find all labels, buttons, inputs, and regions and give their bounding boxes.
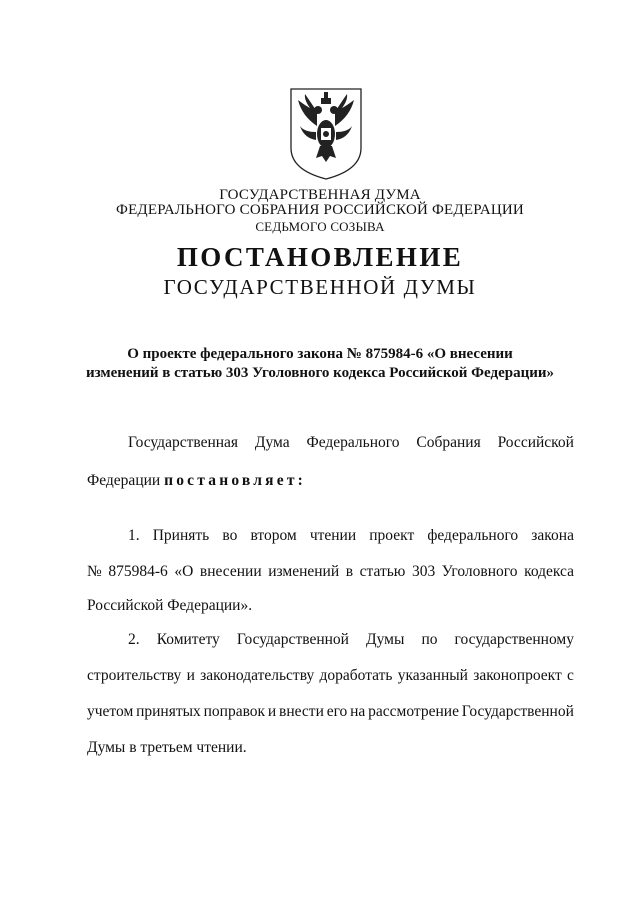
header-line-1: ГОСУДАРСТВЕННАЯ ДУМА [219,187,421,203]
item2-word: и [267,703,277,720]
item2-word: внести [279,703,324,720]
item2-word: по [421,631,438,648]
item1-word: внесении [199,563,262,580]
item1-line-2 [87,563,574,581]
preamble-line-1 [128,434,574,452]
document-title: ПОСТАНОВЛЕНИЕ [176,242,464,272]
item1-word: закона [531,527,574,544]
preamble-word: Российской [497,434,574,451]
item2-word: рассмотрение [368,703,459,720]
preamble-word: Дума [254,434,290,451]
item2-line-2 [87,667,574,685]
item2-word: Государственной [461,703,574,720]
item2-line-1 [128,631,574,649]
item1-word: 303 [411,563,436,580]
item1-word: кодекса [524,563,574,580]
item1-word: изменений [268,563,340,580]
item2-word: учетом [87,703,134,720]
subject-line-1: О проекте федерального закона № 875984-6 «О внесении [127,346,513,362]
item2-word: Государственной [236,631,349,648]
item1-word: Уголовного [441,563,518,580]
state-emblem-icon [288,86,364,182]
item2-word: законодательству [200,667,315,684]
item1-line-1 [128,527,574,545]
item2-line-4: Думы в третьем чтении. [87,739,247,756]
preamble-word: Федерального [306,434,400,451]
item1-word: 875984-6 [108,563,168,580]
document-subtitle: ГОСУДАРСТВЕННОЙ ДУМЫ [163,275,477,299]
preamble-word: Собрания [416,434,481,451]
item2-word: Комитету [156,631,220,648]
item1-word: статью [359,563,406,580]
item2-word: и [186,667,195,684]
item1-word: чтении [309,527,357,544]
item1-word: Принять [152,527,210,544]
item2-word: государственному [454,631,574,648]
item2-word: на [350,703,366,720]
header-line-2: ФЕДЕРАЛЬНОГО СОБРАНИЯ РОССИЙСКОЙ ФЕДЕРАЦИИ [116,202,524,218]
item1-word: федерального [427,527,519,544]
item1-word: проект [369,527,415,544]
item2-word: доработать [319,667,393,684]
preamble-line-2 [87,472,306,490]
item1-word: «О [174,563,194,580]
item2-word: Думы [366,631,405,648]
item2-word: принятых [136,703,201,720]
header-line-3: СЕДЬМОГО СОЗЫВА [255,219,385,234]
item2-word: его [326,703,348,720]
decides-word: постановляет: [164,472,306,489]
item1-word: № [87,563,102,580]
item1-word: втором [250,527,297,544]
preamble-word: Государственная [128,434,239,451]
item2-word: поправок [203,703,266,720]
item2-word: строительству [87,667,182,684]
item1-word: во [222,527,238,544]
item1-line-3: Российской Федерации». [87,597,253,614]
preamble-text: Федерации [87,472,161,489]
item2-word: с [567,667,574,684]
subject-line-2: изменений в статью 303 Уголовного кодекса Российской Федерации» [85,365,555,381]
item2-word: 2. [128,631,140,648]
item2-word: указанный [397,667,468,684]
item2-word: законопроект [473,667,562,684]
item1-word: в [345,563,354,580]
item1-word: 1. [128,527,140,544]
item2-line-3 [87,703,574,721]
